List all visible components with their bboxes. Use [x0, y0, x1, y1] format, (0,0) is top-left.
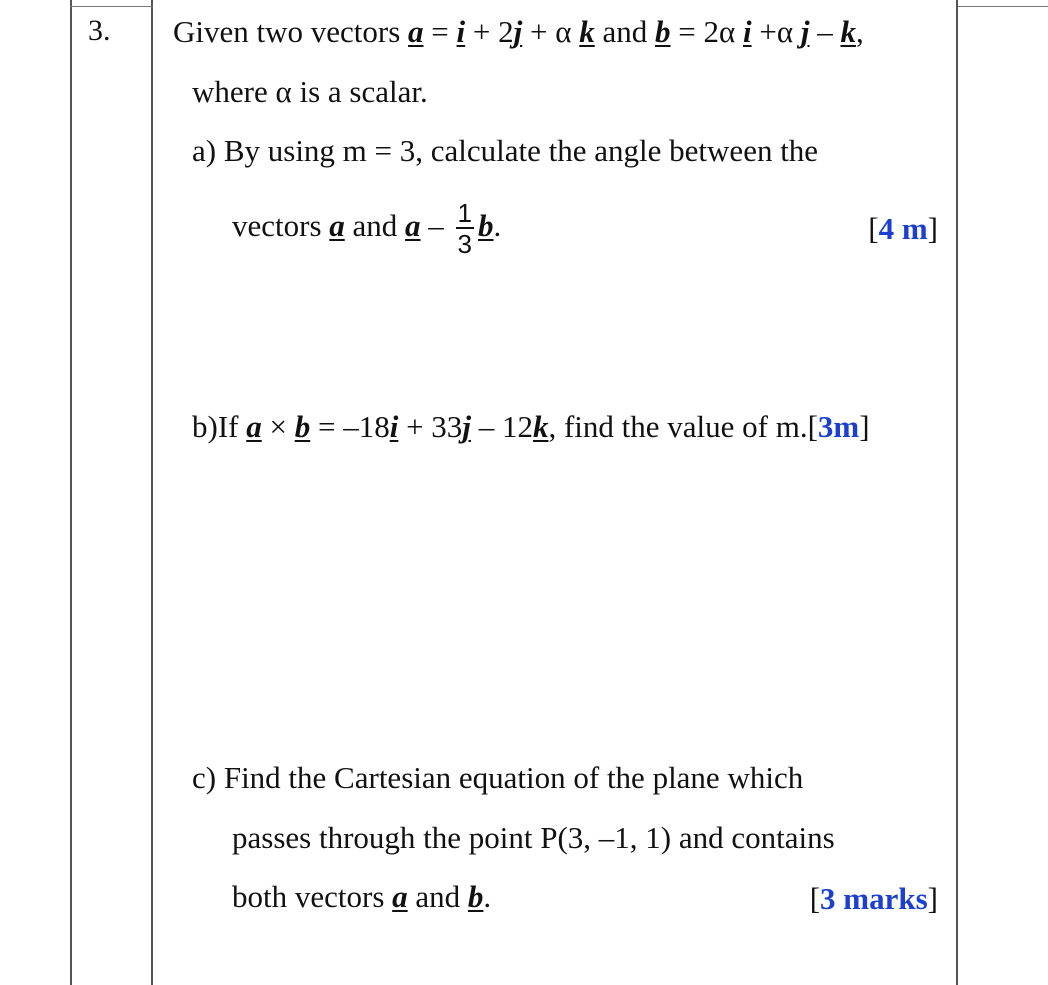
and-word: and	[352, 208, 398, 243]
times: ×	[269, 409, 287, 444]
part-a-pre: vectors	[232, 208, 322, 243]
bracket-close: ]	[927, 211, 938, 246]
unit-k: k	[840, 14, 856, 49]
vector-a: a	[392, 879, 408, 914]
eq: =	[431, 14, 449, 49]
vector-b: b	[655, 14, 671, 49]
term: –	[817, 14, 833, 49]
bracket-open: [	[809, 881, 821, 916]
vector-a: a	[405, 208, 421, 243]
part-c-marks	[810, 881, 938, 917]
marks-value: 3m	[817, 409, 860, 444]
unit-i: i	[389, 409, 399, 444]
vector-a: a	[329, 208, 345, 243]
part-a-line2	[232, 196, 501, 259]
bracket-open: [	[868, 211, 879, 246]
unit-k: k	[579, 14, 595, 49]
question-intro-line1	[173, 16, 864, 47]
vector-b: b	[478, 208, 494, 243]
period: .	[493, 208, 502, 243]
part-c-pre: both vectors	[232, 879, 385, 914]
and-word: and	[602, 14, 648, 49]
unit-i: i	[456, 14, 466, 49]
part-c-line1: c) Find the Cartesian equation of the plane which	[192, 760, 804, 795]
term: + 2	[472, 14, 514, 49]
part-a-line1: a) By using m = 3, calculate the angle between the	[192, 133, 819, 168]
and-word: and	[415, 879, 461, 914]
vector-a: a	[246, 409, 262, 444]
marks-value: 4 m	[878, 211, 928, 246]
unit-i: i	[742, 14, 752, 49]
term: – 12	[478, 409, 533, 444]
part-b-pre: b)If	[192, 409, 239, 444]
part-c-line2: passes through the point P(3, –1, 1) and contains	[232, 820, 835, 855]
frac-denominator: 3	[457, 228, 473, 259]
bracket-open: [	[807, 409, 818, 444]
period: .	[483, 879, 492, 914]
intro-prefix: Given two vectors	[173, 14, 401, 49]
bracket-close: ]	[927, 881, 938, 916]
fraction-one-third	[456, 199, 474, 259]
unit-j: j	[800, 14, 810, 49]
unit-j: j	[462, 409, 471, 444]
vector-b: b	[294, 409, 311, 444]
question-intro-line2: where α is a scalar.	[192, 74, 428, 109]
term: +α	[759, 14, 794, 49]
part-b-line	[192, 411, 870, 442]
part-c-line3	[232, 881, 491, 912]
frac-numerator: 1	[457, 197, 473, 228]
table-border-left	[70, 0, 72, 985]
vector-a: a	[408, 14, 424, 49]
table-border-top-left	[70, 6, 153, 7]
term: + 33	[406, 409, 463, 444]
table-border-right	[956, 0, 958, 985]
minus: –	[428, 208, 444, 243]
comma: ,	[855, 14, 864, 49]
marks-value: 3 marks	[820, 881, 928, 916]
part-a-marks	[868, 211, 938, 247]
term: = –18	[317, 409, 390, 444]
table-border-top-right	[958, 6, 1048, 7]
eq: = 2α	[678, 14, 736, 49]
table-border-col	[151, 0, 153, 985]
part-b-post: , find the value of m.	[548, 409, 808, 444]
bracket-close: ]	[859, 409, 870, 444]
unit-j: j	[513, 14, 523, 49]
term: + α	[530, 14, 572, 49]
question-number: 3.	[88, 14, 111, 47]
unit-k: k	[532, 409, 549, 444]
vector-b: b	[467, 879, 484, 914]
